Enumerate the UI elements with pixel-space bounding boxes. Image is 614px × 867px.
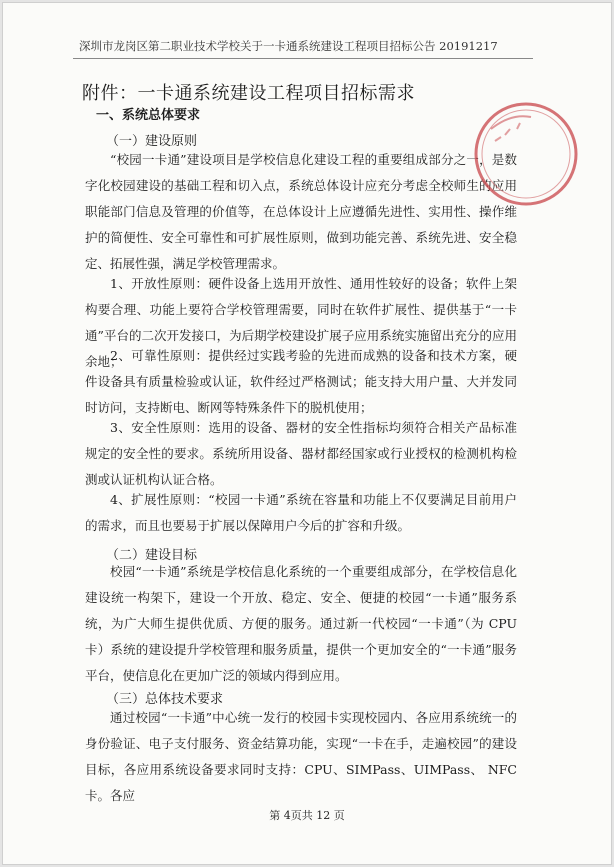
subsection-heading-principles: （一）建设原则 bbox=[106, 134, 198, 149]
paragraph-extensibility: 4、扩展性原则：“校园一卡通”系统在容量和功能上不仅要满足目前用户的需求，而且也要易于扩展以保障用户今后的扩容和升级。 bbox=[85, 492, 517, 533]
subsection-heading-goals: （二）建设目标 bbox=[106, 548, 198, 563]
paragraph-goals: 校园“一卡通”系统是学校信息化系统的一个重要组成部分，在学校信息化建设统一构架下，建设一个开放、稳定、安全、便捷的校园“一卡通”服务系统，为广大师生提供优质、方便的服务。通过新一代校园“一卡通”（为 CPU 卡）系统的建设提升学校管理和服务质量，提供一个更加安全的“一卡通”服务平台，使信息化在更加广泛的领域内得到应用。 bbox=[85, 564, 517, 683]
page-header: 深圳市龙岗区第二职业技术学校关于一卡通系统建设工程项目招标公告 20191217 bbox=[79, 39, 498, 53]
red-seal-stamp bbox=[471, 99, 581, 209]
subsection-heading-tech: （三）总体技术要求 bbox=[106, 692, 224, 707]
paragraph-reliability: 2、可靠性原则：提供经过实践考验的先进而成熟的设备和技术方案，硬件设备具有质量检验或认证，软件经过严格测试；能支持大用户量、大并发同时访问，支持断电、断网等特殊条件下的脱机使用； bbox=[85, 348, 517, 415]
paragraph-tech: 通过校园“一卡通”中心统一发行的校园卡实现校园内、各应用系统统一的身份验证、电子支付服务、资金结算功能，实现“一卡在手，走遍校园”的建设目标，各应用系统设备要求同时支持：CPU、SIMPass、UIMPass、 NFC 卡。各应 bbox=[85, 710, 517, 803]
section-heading: 一、系统总体要求 bbox=[96, 108, 201, 123]
page-title: 附件：一卡通系统建设工程项目招标需求 bbox=[82, 83, 415, 104]
header-rule bbox=[73, 58, 533, 59]
page-footer: 第 4页共 12 页 bbox=[269, 809, 345, 822]
paragraph-openness: 1、开放性原则：硬件设备上选用开放性、通用性较好的设备；软件上架构要合理、功能上要符合学校管理需要，同时在软件扩展性、提供基于“一卡通”平台的二次开发接口，为后期学校建设扩展子应用系统实施留出充分的应用余地； bbox=[85, 276, 517, 369]
paragraph-security: 3、安全性原则：选用的设备、器材的安全性指标均须符合相关产品标准规定的安全性的要求。系统所用设备、器材都经国家或行业授权的检测机构检测或认证机构认证合格。 bbox=[85, 420, 517, 487]
paragraph-intro: “校园一卡通”建设项目是学校信息化建设工程的重要组成部分之一，是数字化校园建设的基础工程和切入点，系统总体设计应充分考虑全校师生的应用职能部门信息及管理的价值等，在总体设计上应遵循先进性、实用性、操作维护的简便性、安全可靠性和可扩展性原则，做到功能完善、系统先进、安全稳定、拓展性强，满足学校管理需求。 bbox=[85, 152, 517, 271]
document-page bbox=[2, 2, 612, 865]
